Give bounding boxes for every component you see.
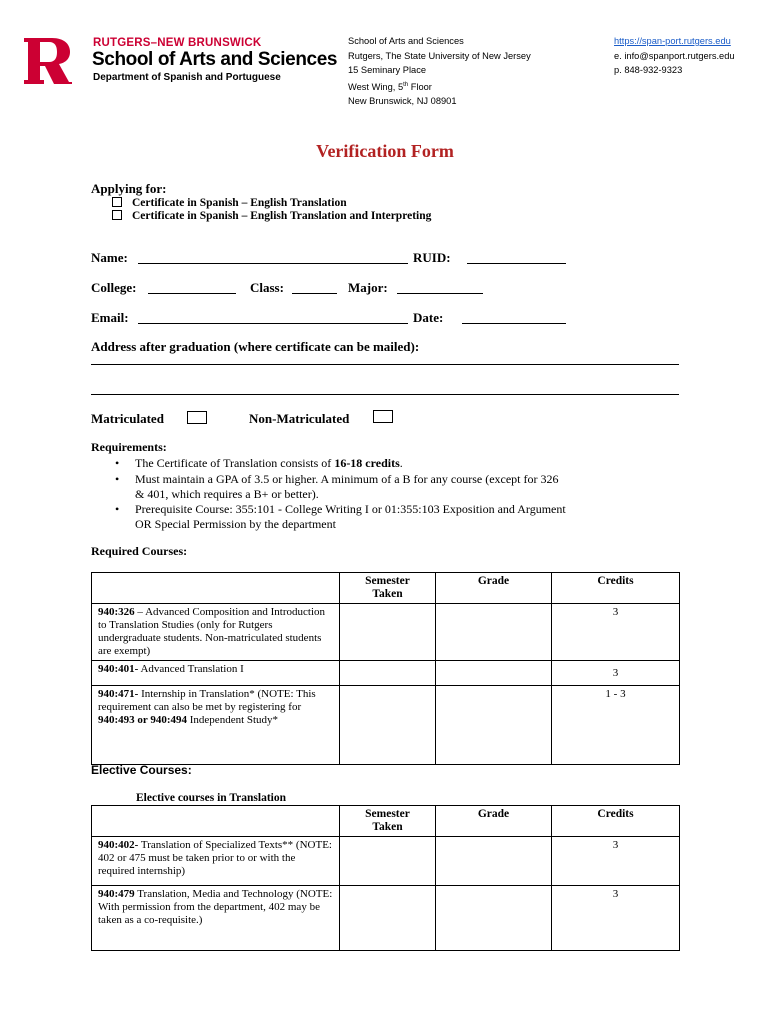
- table-row: [92, 686, 680, 765]
- course-cell: 940:479 Translation, Media and Technology (NOTE: With permission from the department, 402 may be taken as a co-requisite.): [92, 886, 340, 951]
- bullet-icon: •: [115, 472, 120, 486]
- header-grade: Grade: [436, 806, 552, 837]
- elective-courses-heading: Elective Courses:: [91, 763, 192, 777]
- rutgers-r-logo-icon: [22, 36, 74, 86]
- name-label: Name:: [91, 250, 128, 265]
- grade-cell[interactable]: [436, 686, 552, 765]
- table-row: [92, 886, 680, 951]
- matriculated-label: Matriculated: [91, 411, 164, 426]
- contact-phone: p. 848-932-9323: [614, 65, 683, 75]
- course-cell: 940:401- Advanced Translation I: [92, 661, 340, 686]
- checkbox-icon[interactable]: [112, 210, 122, 220]
- header-course: [92, 806, 340, 837]
- contact-info: [614, 34, 735, 78]
- email-field[interactable]: [138, 323, 408, 324]
- logo-department-name: Department of Spanish and Portuguese: [93, 72, 281, 83]
- requirements-heading: Requirements:: [91, 440, 167, 454]
- grade-cell[interactable]: [436, 661, 552, 686]
- option-translation[interactable]: Certificate in Spanish – English Translation: [112, 197, 347, 209]
- table-row: [92, 661, 680, 686]
- required-courses-table: [91, 572, 680, 765]
- required-courses-heading: Required Courses:: [91, 544, 188, 558]
- address-line: Rutgers, The State University of New Jersey: [348, 50, 531, 61]
- credits-cell: 3: [552, 837, 680, 886]
- credits-cell: 3: [552, 661, 680, 686]
- ruid-label: RUID:: [413, 250, 451, 265]
- course-cell: 940:326 – Advanced Composition and Introduction to Translation Studies (only for Rutgers undergraduate students. Non-matriculated students are exempt): [92, 604, 340, 661]
- header-semester: Semester Taken: [340, 573, 436, 604]
- bullet-icon: •: [115, 456, 120, 470]
- non-matriculated-label: Non-Matriculated: [249, 411, 350, 426]
- non-matriculated-checkbox[interactable]: [373, 410, 393, 423]
- bullet-icon: •: [115, 502, 120, 516]
- website-link[interactable]: https://span-port.rutgers.edu: [614, 36, 731, 46]
- header-grade: Grade: [436, 573, 552, 604]
- table-header-row: [92, 573, 680, 604]
- semester-cell[interactable]: [340, 661, 436, 686]
- address-city: New Brunswick, NJ 08901: [348, 96, 457, 107]
- table-row: [92, 837, 680, 886]
- college-field[interactable]: [148, 293, 236, 294]
- address-label: Address after graduation (where certificate can be mailed):: [91, 339, 420, 354]
- grade-cell[interactable]: [436, 604, 552, 661]
- course-cell: 940:402- Translation of Specialized Texts** (NOTE: 402 or 475 must be taken prior to or with the required internship): [92, 837, 340, 886]
- course-cell: 940:471- Internship in Translation* (NOTE: This requirement can also be met by registering for 940:493 or 940:494 Independent Study*: [92, 686, 340, 765]
- table-header-row: [92, 806, 680, 837]
- logo-school-name: School of Arts and Sciences: [92, 49, 338, 70]
- class-field[interactable]: [292, 293, 337, 294]
- contact-email: e. info@spanport.rutgers.edu: [614, 50, 735, 61]
- address-field-line-1[interactable]: [91, 364, 679, 365]
- header-semester: Semester Taken: [340, 806, 436, 837]
- applying-for-label: Applying for:: [91, 181, 167, 196]
- address-line: School of Arts and Sciences: [348, 36, 464, 46]
- elective-subheading: Elective courses in Translation: [136, 792, 287, 804]
- address-floor: West Wing, 5th Floor: [348, 81, 432, 92]
- major-label: Major:: [348, 280, 388, 295]
- form-title: Verification Form: [316, 141, 454, 161]
- address-line: 15 Seminary Place: [348, 65, 427, 75]
- elective-courses-table: [91, 805, 680, 951]
- date-field[interactable]: [462, 323, 566, 324]
- credits-cell: 3: [552, 886, 680, 951]
- requirement-prerequisite: • Prerequisite Course: 355:101 - College Writing I or 01:355:103 Exposition and Argument OR Special Permission by the department: [115, 502, 566, 531]
- matriculated-checkbox[interactable]: [187, 411, 207, 424]
- header-course: [92, 573, 340, 604]
- date-label: Date:: [413, 310, 444, 325]
- semester-cell[interactable]: [340, 886, 436, 951]
- grade-cell[interactable]: [436, 886, 552, 951]
- semester-cell[interactable]: [340, 686, 436, 765]
- header-credits: Credits: [552, 806, 680, 837]
- major-field[interactable]: [397, 293, 483, 294]
- mailing-address: [348, 34, 531, 109]
- address-field-line-2[interactable]: [91, 394, 679, 395]
- table-row: [92, 604, 680, 661]
- college-label: College:: [91, 280, 137, 295]
- grade-cell[interactable]: [436, 837, 552, 886]
- header-credits: Credits: [552, 573, 680, 604]
- name-field[interactable]: [138, 263, 408, 264]
- ruid-field[interactable]: [467, 263, 566, 264]
- email-label: Email:: [91, 310, 129, 325]
- credits-cell: 1 - 3: [552, 686, 680, 765]
- checkbox-icon[interactable]: [112, 197, 122, 207]
- logo-university-name: RUTGERS–NEW BRUNSWICK: [93, 37, 262, 49]
- requirement-gpa: • Must maintain a GPA of 3.5 or higher. A minimum of a B for any course (except for 326 & 401, which requires a B+ or better).: [115, 472, 559, 501]
- class-label: Class:: [250, 280, 284, 295]
- credits-cell: 3: [552, 604, 680, 661]
- option-translation-interpreting[interactable]: Certificate in Spanish – English Translation and Interpreting: [112, 210, 431, 222]
- semester-cell[interactable]: [340, 604, 436, 661]
- requirement-credits: • The Certificate of Translation consists of 16-18 credits.: [115, 456, 403, 470]
- semester-cell[interactable]: [340, 837, 436, 886]
